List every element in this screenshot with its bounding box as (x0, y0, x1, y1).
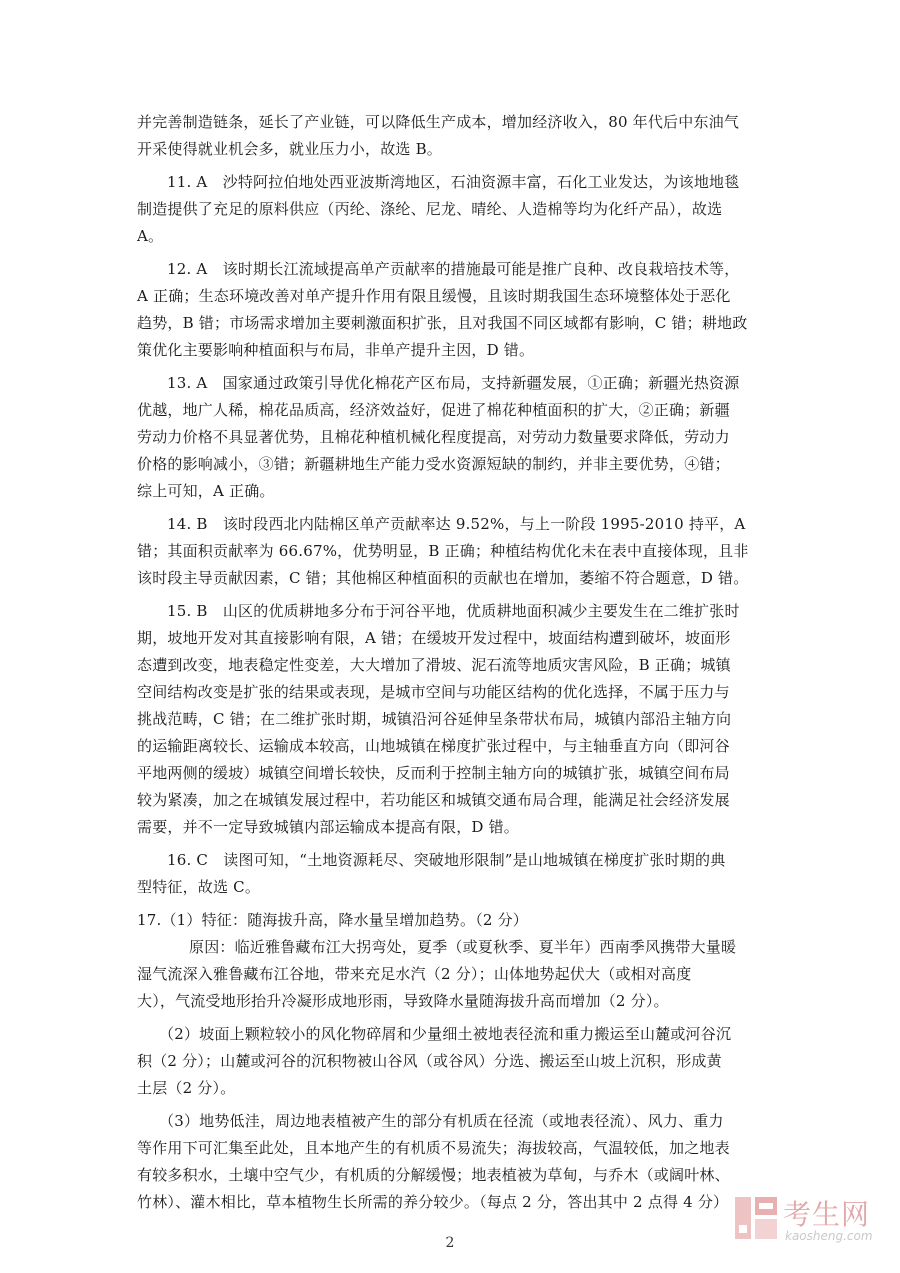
text-line: 有较多积水，土壤中空气少，有机质的分解缓慢；地表植被为草甸，与乔木（或阔叶林、 (137, 1166, 730, 1184)
answer-17-2-line: （2）坡面上颗粒较小的风化物碎屑和少量细土被地表径流和重力搬运至山麓或河谷沉 (159, 1025, 732, 1043)
text-line: A 正确；生态环境改善对单产提升作用有限且缓慢，且该时期我国生态环境整体处于恶化 (137, 287, 731, 305)
text-line: 策优化主要影响种植面积与布局，非单产提升主因，D 错。 (137, 341, 535, 359)
text-line: 大），气流受地形抬升冷凝形成地形雨，导致降水量随海拔升高而增加（2 分）。 (137, 992, 669, 1010)
answer-12-line: 12. A 该时期长江流域提高单产贡献率的措施最可能是推广良种、改良栽培技术等， (167, 260, 740, 278)
text-line: 优越，地广人稀，棉花品质高，经济效益好，促进了棉花种植面积的扩大，②正确；新疆 (137, 401, 730, 419)
answer-17-3-line: （3）地势低洼，周边地表植被产生的部分有机质在径流（或地表径流）、风力、重力 (159, 1112, 724, 1130)
text-line: 型特征，故选 C。 (137, 878, 261, 896)
text-line: 趋势，B 错；市场需求增加主要刺激面积扩张，且对我国不同区域都有影响，C 错；耕地政 (137, 314, 748, 332)
text-line: 错；其面积贡献率为 66.67%，优势明显，B 正确；种植结构优化未在表中直接体现，且非 (137, 542, 749, 560)
text-line: 较为紧凑，加之在城镇发展过程中，若功能区和城镇交通布局合理，能满足社会经济发展 (137, 791, 730, 809)
watermark-subtitle: kaosheng.com (785, 1229, 873, 1243)
answer-15-line: 15. B 山区的优质耕地多分布于河谷平地，优质耕地面积减少主要发生在二维扩张时 (167, 602, 740, 620)
text-line: 价格的影响减小，③错；新疆耕地生产能力受水资源短缺的制约，并非主要优势，④错； (137, 455, 730, 473)
watermark-logo-icon (733, 1195, 779, 1241)
text-line: 开采使得就业机会多，就业压力小，故选 B。 (137, 140, 442, 158)
answer-14-line: 14. B 该时段西北内陆棉区单产贡献率达 9.52%，与上一阶段 1995-2010 持平，A (167, 515, 746, 533)
text-line: A。 (137, 227, 164, 245)
text-line: 挑战范畴，C 错；在二维扩张时期，城镇沿河谷延伸呈条带状布局，城镇内部沿主轴方向 (137, 710, 732, 728)
text-line: 竹林）、灌木相比，草本植物生长所需的养分较少。（每点 2 分，答出其中 2 点得 4 分） (137, 1193, 729, 1211)
watermark-title: 考生网 (783, 1198, 871, 1231)
text-line: 土层（2 分）。 (137, 1079, 236, 1097)
text-line: 综上可知，A 正确。 (137, 482, 275, 500)
text-line: 需要，并不一定导致城镇内部运输成本提高有限，D 错。 (137, 818, 519, 836)
answer-16-line: 16. C 读图可知，“土地资源耗尽、突破地形限制”是山地城镇在梯度扩张时期的典 (167, 851, 726, 869)
text-line: 制造提供了充足的原料供应（丙纶、涤纶、尼龙、晴纶、人造棉等均为化纤产品），故选 (137, 200, 723, 218)
text-line: 平地两侧的缓坡）城镇空间增长较快，反而利于控制主轴方向的城镇扩张，城镇空间布局 (137, 764, 730, 782)
text-line: 态遭到改变，地表稳定性变差，大大增加了滑坡、泥石流等地质灾害风险，B 正确；城镇 (137, 656, 731, 674)
answer-17-line: 17.（1）特征：随海拔升高，降水量呈增加趋势。（2 分） (137, 911, 529, 929)
text-line: 等作用下可汇集至此处，且本地产生的有机质不易流失；海拔较高，气温较低，加之地表 (137, 1139, 730, 1157)
text-line: 积（2 分）；山麓或河谷的沉积物被山谷风（或谷风）分选、搬运至山坡上沉积，形成黄 (137, 1052, 722, 1070)
text-line: 该时段主导贡献因素，C 错；其他棉区种植面积的贡献也在增加，萎缩不符合题意，D 错。 (137, 569, 749, 587)
text-line: 并完善制造链条，延长了产业链，可以降低生产成本，增加经济收入，80 年代后中东油气 (137, 113, 740, 131)
text-line: 劳动力价格不具显著优势，且棉花种植机械化程度提高，对劳动力数量要求降低，劳动力 (137, 428, 730, 446)
answer-11-line: 11. A 沙特阿拉伯地处西亚波斯湾地区，石油资源丰富，石化工业发达，为该地地毯 (167, 173, 740, 191)
text-line: 湿气流深入雅鲁藏布江谷地，带来充足水汽（2 分）；山体地势起伏大（或相对高度 (137, 965, 692, 983)
text-line: 原因：临近雅鲁藏布江大拐弯处，夏季（或夏秋季、夏半年）西南季风携带大量暖 (189, 938, 737, 956)
answer-13-line: 13. A 国家通过政策引导优化棉花产区布局，支持新疆发展，①正确；新疆光热资源 (167, 374, 740, 392)
watermark (733, 1193, 883, 1253)
text-line: 的运输距离较长、运输成本较高，山地城镇在梯度扩张过程中，与主轴垂直方向（即河谷 (137, 737, 730, 755)
text-line: 期，坡地开发对其直接影响有限，A 错；在缓坡开发过程中，坡面结构遭到破坏，坡面形 (137, 629, 731, 647)
text-line: 空间结构改变是扩张的结果或表现，是城市空间与功能区结构的优化选择，不属于压力与 (137, 683, 730, 701)
answer-text-body (137, 109, 777, 1216)
page-number: 2 (445, 1235, 455, 1251)
